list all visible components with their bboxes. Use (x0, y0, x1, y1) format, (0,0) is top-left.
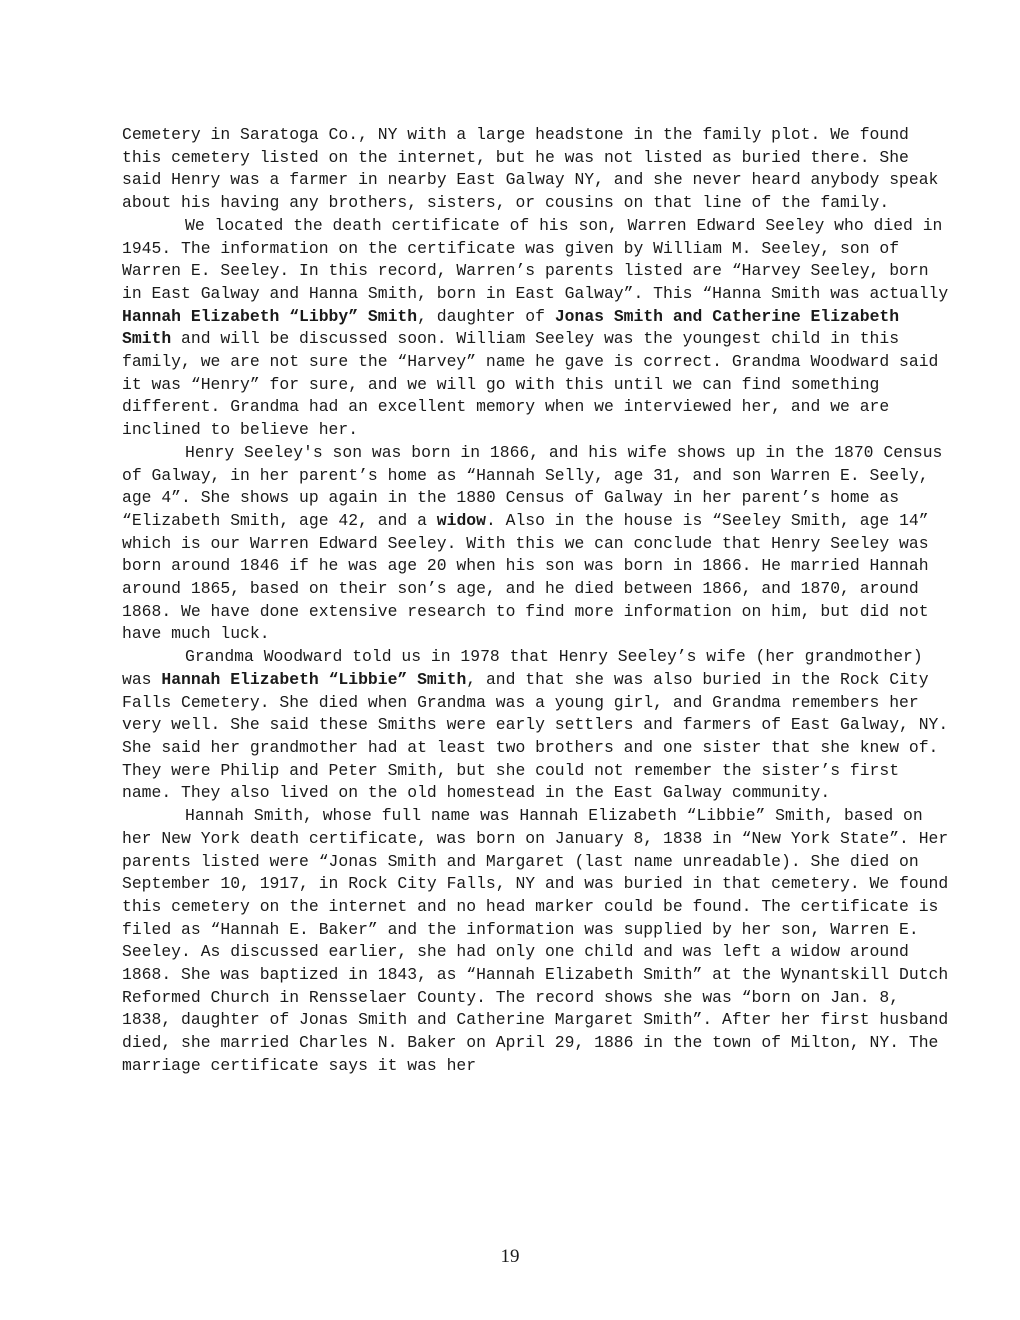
text-run: Cemetery in Saratoga Co., NY with a large headstone in the family plot. We found this cemetery listed on the internet, but he was not listed as buried there. She said Henry was a farmer in nearby East Galway NY, and she never heard anybody speak about his having any brothers, sisters, or cousins on that line of the family. (122, 125, 939, 213)
paragraph-1 (122, 124, 952, 215)
text-run: , and that she was also buried in the Rock City Falls Cemetery. She died when Grandma was a young girl, and Grandma remembers her very well. She said these Smiths were early settlers and farmers of East Galway, NY. She said her grandmother had at least two brothers and one sister that she knew of. They were Philip and Peter Smith, but she could not remember the sister’s first name. They also lived on the old homestead in the East Galway community. (122, 669, 949, 803)
bold-word: widow (436, 510, 486, 530)
text-run: , daughter of (417, 306, 555, 326)
text-run: Hannah Smith, whose full name was Hannah Elizabeth “Libbie” Smith, based on her New York death certificate, was born on January 8, 1838 in “New York State”. Her parents listed were “Jonas Smith and Margaret (last name unreadable). She died on September 10, 1917, in Rock City Falls, NY and was buried in that cemetery. We found this cemetery on the internet and no head marker could be found. The certificate is filed as “Hannah E. Baker” and the information was supplied by her son, Warren E. Seeley. As discussed earlier, she had only one child and was left a widow around 1868. She was baptized in 1843, as “Hannah Elizabeth Smith” at the Wynantskill Dutch Reformed Church in Rensselaer County. The record shows she was “born on Jan. 8, 1838, daughter of Jonas Smith and Catherine Margaret Smith”. After her first husband died, she married Charles N. Baker on April 29, 1886 in the town of Milton, NY. The marriage certificate says it was her (122, 806, 949, 1075)
document-body (122, 124, 952, 1078)
paragraph-5 (122, 805, 952, 1077)
page-number: 19 (500, 1246, 520, 1267)
text-run: Henry Seeley's son was born in 1866, and his wife shows up in the 1870 Census of Galway, in her parent’s home as “Hannah Selly, age 31, and son Warren E. Seely, age 4”. She shows up again in the 1880 Census of Galway in her parent’s home as “Elizabeth Smith, age 42, and a (122, 442, 943, 530)
paragraph-2 (122, 215, 952, 442)
paragraph-3 (122, 442, 952, 646)
text-run: Grandma Woodward told us in 1978 that Henry Seeley’s wife (her grandmother) was (122, 647, 923, 689)
paragraph-4 (122, 646, 952, 805)
text-run: We located the death certificate of his son, Warren Edward Seeley who died in 1945. The information on the certificate was given by William M. Seeley, son of Warren E. Seeley. In this record, Warren’s parents listed are “Harvey Seeley, born in East Galway and Hanna Smith, born in East Galway”. This “Hanna Smith was actually (122, 215, 949, 303)
bold-name: Hannah Elizabeth “Libbie” Smith (161, 669, 467, 689)
bold-name: Hannah Elizabeth “Libby” Smith (122, 306, 418, 326)
bold-name: Jonas Smith and Catherine Elizabeth Smith (122, 306, 900, 349)
text-run: and will be discussed soon. William Seeley was the youngest child in this family, we are not sure the “Harvey” name he gave is correct. Grandma Woodward said it was “Henry” for sure, and we will go with this until we can find something different. Grandma had an excellent memory when we interviewed her, and we are inclined to believe her. (122, 329, 939, 440)
text-run: . Also in the house is “Seeley Smith, age 14” which is our Warren Edward Seeley. With this we can conclude that Henry Seeley was born around 1846 if he was age 20 when his son was born in 1866. He married Hannah around 1865, based on their son’s age, and he died between 1866, and 1870, around 1868. We have done extensive research to find more information on him, but did not have much luck. (122, 510, 929, 644)
